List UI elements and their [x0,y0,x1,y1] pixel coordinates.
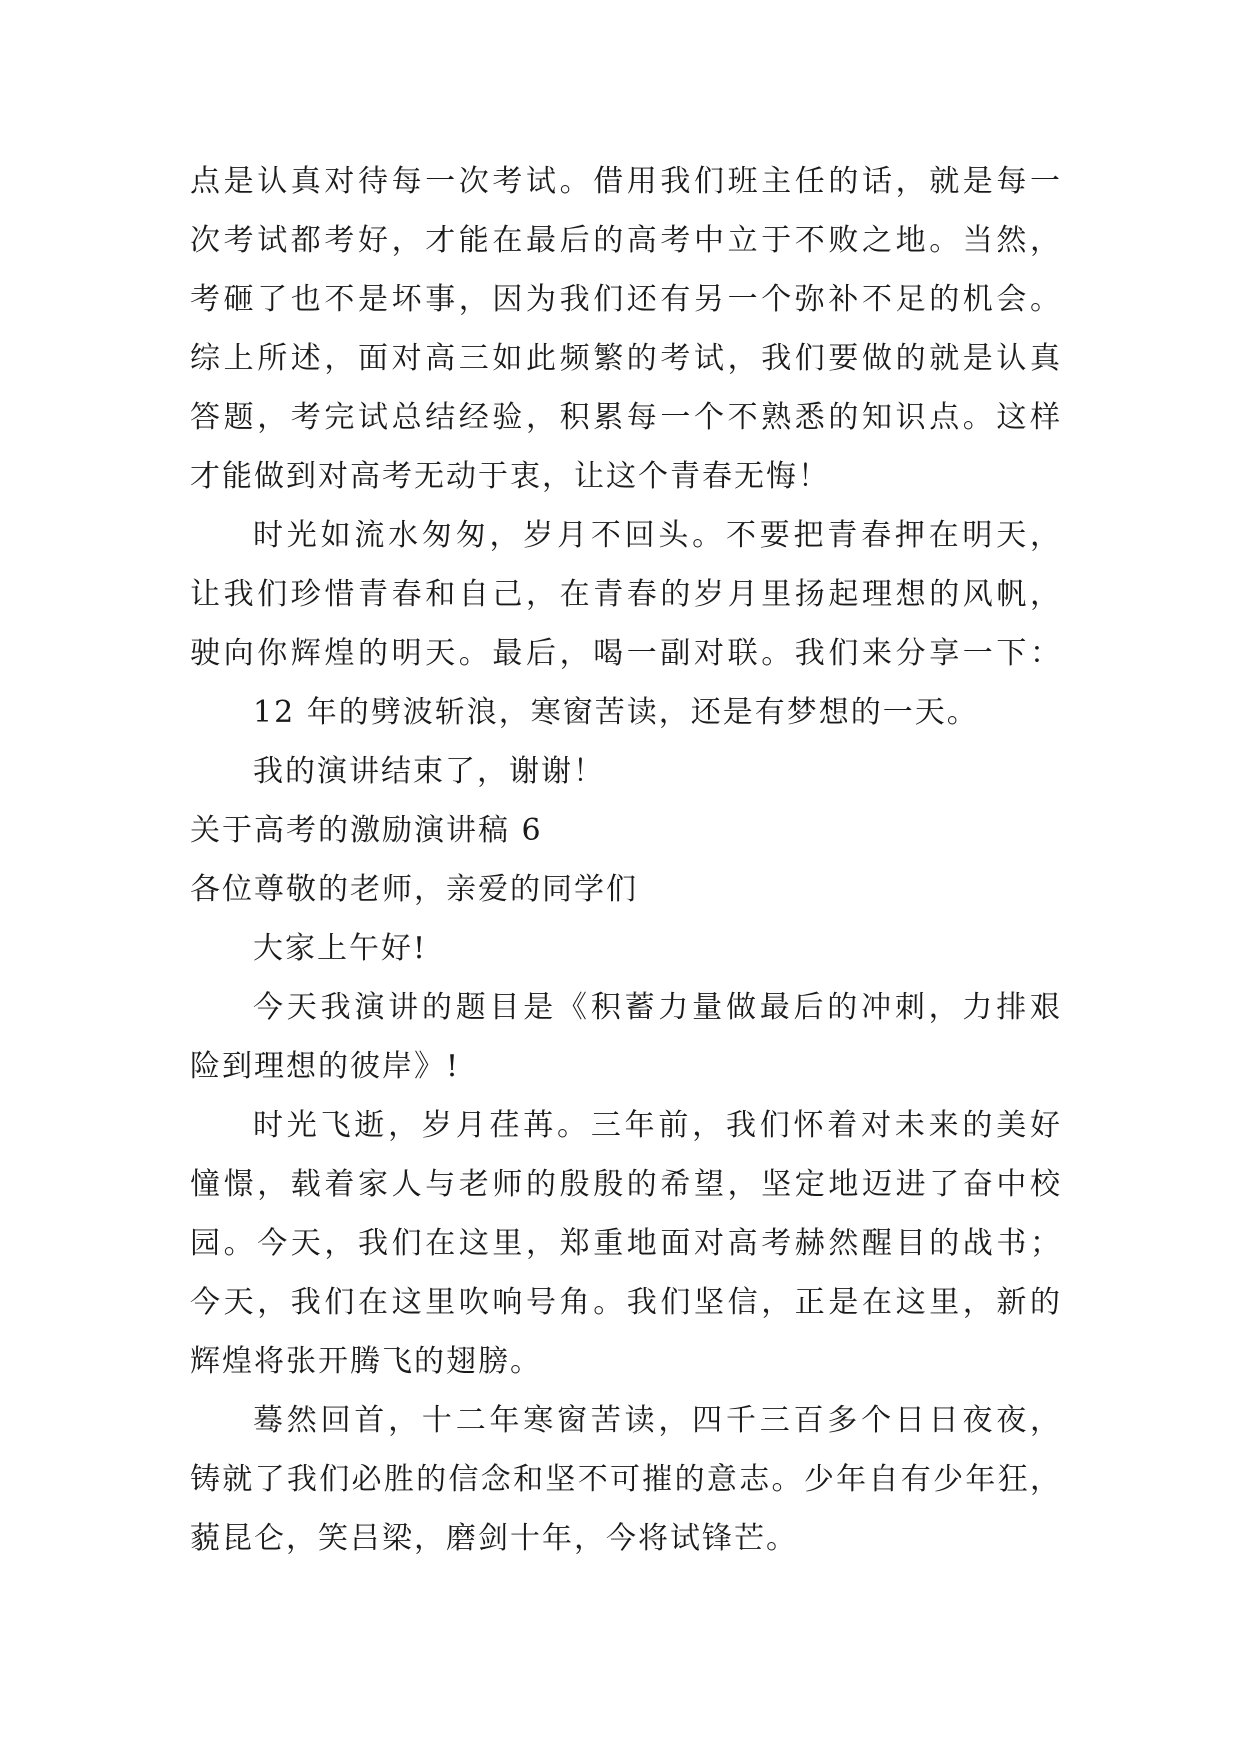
text-line: 点是认真对待每一次考试。借用我们班主任的话，就是每一 [190,164,1060,199]
text-line: 我的演讲结束了，谢谢！ [253,754,605,789]
text-line: 园。今天，我们在这里，郑重地面对高考赫然醒目的战书； [190,1226,1060,1261]
text-line: 蓦然回首，十二年寒窗苦读，四千三百多个日日夜夜， [253,1403,1060,1438]
text-line: 次考试都考好，才能在最后的高考中立于不败之地。当然， [190,223,1060,258]
text-line: 险到理想的彼岸》! [190,1049,461,1084]
salutation: 各位尊敬的老师，亲爱的同学们 [190,872,638,907]
section-heading: 关于高考的激励演讲稿 6 [190,813,543,848]
text-line: 12 年的劈波斩浪，寒窗苦读，还是有梦想的一天。 [253,695,979,730]
text-line: 驶向你辉煌的明天。最后，喝一副对联。我们来分享一下： [190,636,1060,671]
text-line: 考砸了也不是坏事，因为我们还有另一个弥补不足的机会。 [190,282,1060,317]
greeting: 大家上午好! [253,931,428,966]
text-line: 综上所述，面对高三如此频繁的考试，我们要做的就是认真 [190,341,1060,376]
text-line: 让我们珍惜青春和自己，在青春的岁月里扬起理想的风帆， [190,577,1060,612]
text-line: 铸就了我们必胜的信念和坚不可摧的意志。少年自有少年狂， [190,1462,1060,1497]
text-line: 藐昆仑，笑吕梁，磨剑十年，今将试锋芒。 [190,1521,798,1556]
text-line: 时光飞逝，岁月荏苒。三年前，我们怀着对未来的美好 [253,1108,1060,1143]
text-line: 答题，考完试总结经验，积累每一个不熟悉的知识点。这样 [190,400,1060,435]
text-line: 憧憬，载着家人与老师的殷殷的希望，坚定地迈进了奋中校 [190,1167,1060,1202]
text-line: 今天，我们在这里吹响号角。我们坚信，正是在这里，新的 [190,1285,1060,1320]
text-line: 今天我演讲的题目是《积蓄力量做最后的冲刺，力排艰 [253,990,1060,1025]
document-body [190,152,1060,1568]
text-line: 时光如流水匆匆，岁月不回头。不要把青春押在明天， [253,518,1060,553]
text-line: 辉煌将张开腾飞的翅膀。 [190,1344,542,1379]
text-line: 才能做到对高考无动于衷，让这个青春无悔！ [190,459,830,494]
